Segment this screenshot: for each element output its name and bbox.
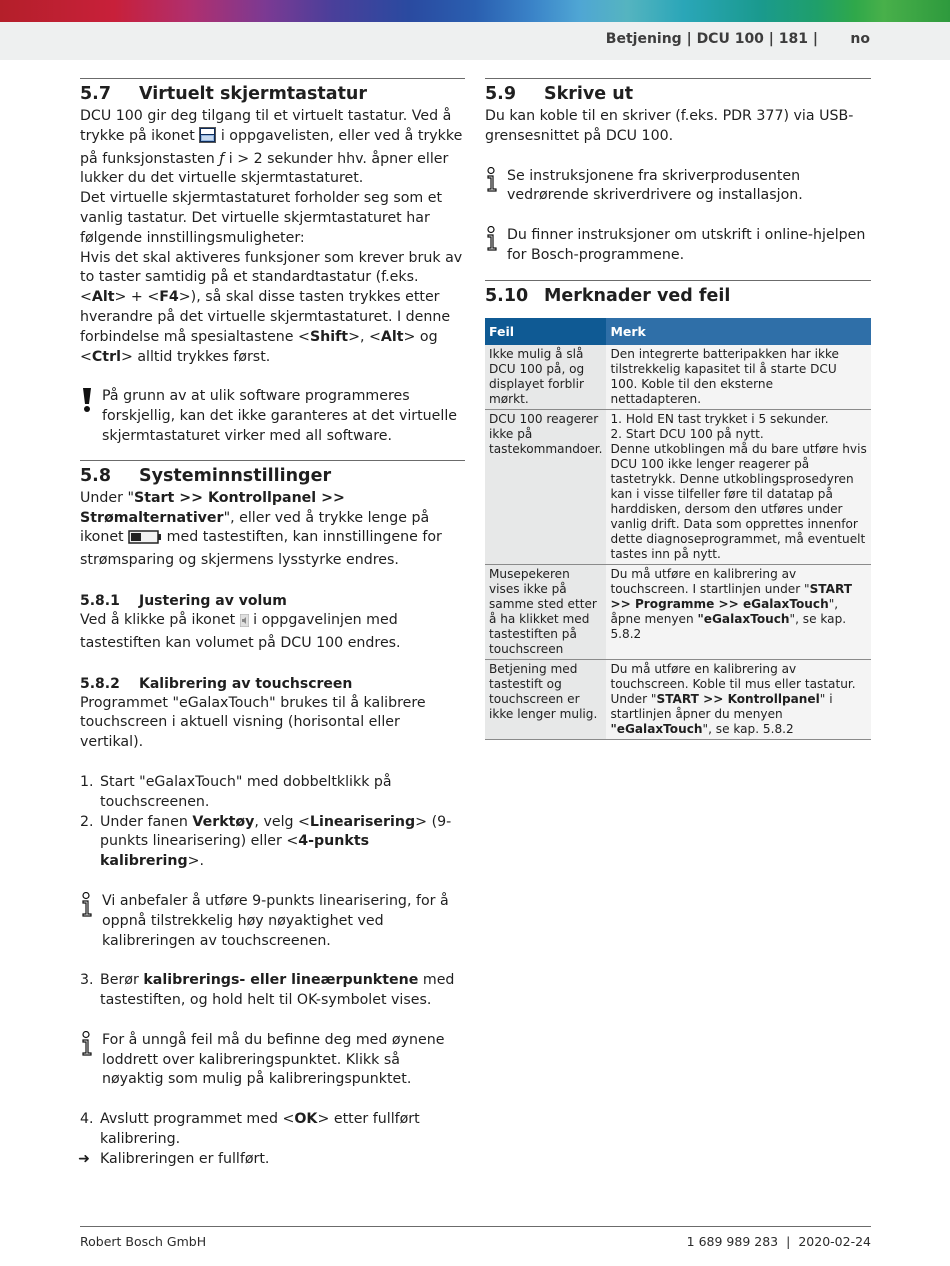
section-5-10 (485, 283, 871, 740)
speaker-icon (240, 614, 249, 634)
section-5-9 (485, 81, 871, 266)
document-date: 2020-02-24 (798, 1234, 871, 1249)
table-row (485, 345, 871, 410)
info-icon (485, 226, 499, 259)
section-rule (485, 78, 871, 79)
brand-color-bar (0, 0, 950, 22)
paragraph: Hvis det skal aktiveres funksjoner som krever bruk av to taster samtidig på et standardtastatur (f.eks. <Alt> + <F4>), så skal disse tasten trykkes etter hverandre på det virtuelle skjermtastaturet. I denne forbindelse må spesialtastene <Shift>, <Alt> og <Ctrl> alltid trykkes først. (80, 249, 463, 365)
subsection-heading: 5.8.2 Kalibrering av touchscreen (80, 675, 353, 692)
subsection-heading: 5.8.1 Justering av volum (80, 592, 287, 609)
section-5-8-2 (80, 674, 465, 1170)
paragraph: Det virtuelle skjermtastaturet forholder seg som et vanlig tastatur. Det virtuelle skjermtastaturet har følgende innstillingsmuligheter: (80, 190, 443, 246)
section-heading: 5.8 Systeminnstillinger (80, 465, 332, 486)
function-key-symbol: ƒ (219, 150, 225, 167)
table-cell: Ikke mulig å slå DCU 100 på, og displayet forblir mørkt. (485, 345, 606, 410)
table-row (485, 564, 871, 659)
table-row (485, 409, 871, 564)
section-5-8-1 (80, 591, 465, 654)
column-header: Merk (606, 318, 871, 345)
table-cell: Du må utføre en kalibrering av touchscreen. I startlinjen under "START >> Programme >> eGalaxTouch", åpne menyen "eGalaxTouch", se kap. 5.8.2 (606, 564, 871, 659)
warning-note: På grunn av at ulik software programmeres forskjellig, kan det ikke garanteres at det virtuelle skjermtastaturet virker med all software. (80, 387, 465, 446)
paragraph: Du kan koble til en skriver (f.eks. PDR 377) via USB-grensesnittet på DCU 100. (485, 108, 854, 144)
info-icon (80, 1031, 94, 1064)
document-number: 1 689 989 283 (686, 1234, 779, 1249)
left-column (80, 78, 465, 1170)
table-cell: Musepekeren vises ikke på samme sted etter å ha klikket med tastestiften på touchscreen (485, 564, 606, 659)
table-cell: Du må utføre en kalibrering av touchscreen. Koble til mus eller tastatur. Under "START >> Kontrollpanel" i startlinjen åpner du menyen "eGalaxTouch", se kap. 5.8.2 (606, 659, 871, 739)
footer-rule (80, 1226, 871, 1227)
paragraph: Programmet "eGalaxTouch" brukes til å kalibrere touchscreen i aktuell visning (horisontal eller vertikal). (80, 694, 426, 751)
footer-company: Robert Bosch GmbH (80, 1234, 207, 1249)
column-header: Feil (485, 318, 606, 345)
table-cell: Betjening med tastestift og touchscreen er ikke lenger mulig. (485, 659, 606, 739)
footer-separator: | (786, 1234, 791, 1249)
table-cell: DCU 100 reagerer ikke på tastekommandoer. (485, 409, 606, 564)
info-icon (80, 892, 94, 925)
language-code: no (850, 31, 870, 47)
battery-icon (128, 530, 162, 551)
footer-meta (687, 1234, 871, 1249)
section-heading: 5.7 Virtuelt skjermtastatur (80, 84, 368, 104)
list-item: 3. Berør kalibrerings- eller lineærpunktene med tastestiften, og hold helt til OK-symbolet vises. (80, 972, 455, 1009)
section-rule (485, 280, 871, 281)
list-item: 4. Avslutt programmet med <OK> etter fullført kalibrering. (80, 1111, 420, 1148)
table-cell: Den integrerte batteripakken har ikke tilstrekkelig kapasitet til å starte DCU 100. Koble til den eksterne nettadapteren. (606, 345, 871, 410)
exclamation-icon (80, 387, 94, 420)
section-5-7 (80, 81, 465, 447)
paragraph: DCU 100 gir deg tilgang til et virtuelt tastatur. Ved å trykke på ikonet i oppgavelisten, eller ved å trykke på funksjonstasten ƒ i > 2 sekunder hhv. åpner eller lukker du det virtuelle skjermtastaturet. (80, 108, 463, 187)
info-icon (485, 167, 499, 200)
section-rule (80, 78, 465, 79)
info-note: Du finner instruksjoner om utskrift i online-hjelpen for Bosch-programmene. (485, 226, 871, 266)
section-heading: 5.10 Merknader ved feil (485, 285, 731, 306)
section-rule (80, 460, 465, 461)
result-line: ➜ Kalibreringen er fullført. (80, 1150, 465, 1170)
running-header: Betjening | DCU 100 | 181 | (605, 31, 818, 47)
list-item: 1. Start "eGalaxTouch" med dobbeltklikk på touchscreenen. (80, 773, 392, 810)
info-note: Se instruksjonene fra skriverprodusenten vedrørende skriverdrivere og installasjon. (485, 167, 871, 207)
table-row (485, 659, 871, 739)
paragraph: Under "Start >> Kontrollpanel >> Strømalternativer", eller ved å trykke lenge på ikonet med tastestiften, kan innstillingene for strømsparing og skjermens lysstyrke endres. (80, 489, 442, 569)
right-column (485, 78, 871, 740)
list-item: 2. Under fanen Verktøy, velg <Linearisering> (9-punkts linearisering) eller <4-punkts kalibrering>. (80, 813, 452, 870)
arrow-right-icon: ➜ (78, 1150, 90, 1167)
section-5-8 (80, 463, 465, 571)
table-header-row (485, 318, 871, 345)
info-note: Vi anbefaler å utføre 9-punkts linearisering, for å oppnå tilstrekkelig høy nøyaktighet ved kalibreringen av touchscreenen. (80, 892, 465, 951)
table-cell: 1. Hold EN tast trykket i 5 sekunder. 2. Start DCU 100 på nytt. Denne utkoblingen må du bare utføre hvis DCU 100 ikke lenger reagerer på tastetrykk. Denne utkoblingsprosedyren kan i visse tilfeller føre til datatap på harddisken, dersom den utføres under vanlig drift. Data som opprettes innenfor dette diagnoseprogrammet, må eventuelt tastes inn på nytt. (606, 409, 871, 564)
keyboard-icon (199, 127, 216, 150)
error-table (485, 318, 871, 740)
paragraph: Ved å klikke på ikonet i oppgavelinjen med tastestiften kan volumet på DCU 100 endres. (80, 611, 401, 651)
info-note: For å unngå feil må du befinne deg med øynene loddrett over kalibreringspunktet. Klikk så nøyaktig som mulig på kalibreringspunktet. (80, 1031, 465, 1090)
section-heading: 5.9 Skrive ut (485, 84, 634, 104)
